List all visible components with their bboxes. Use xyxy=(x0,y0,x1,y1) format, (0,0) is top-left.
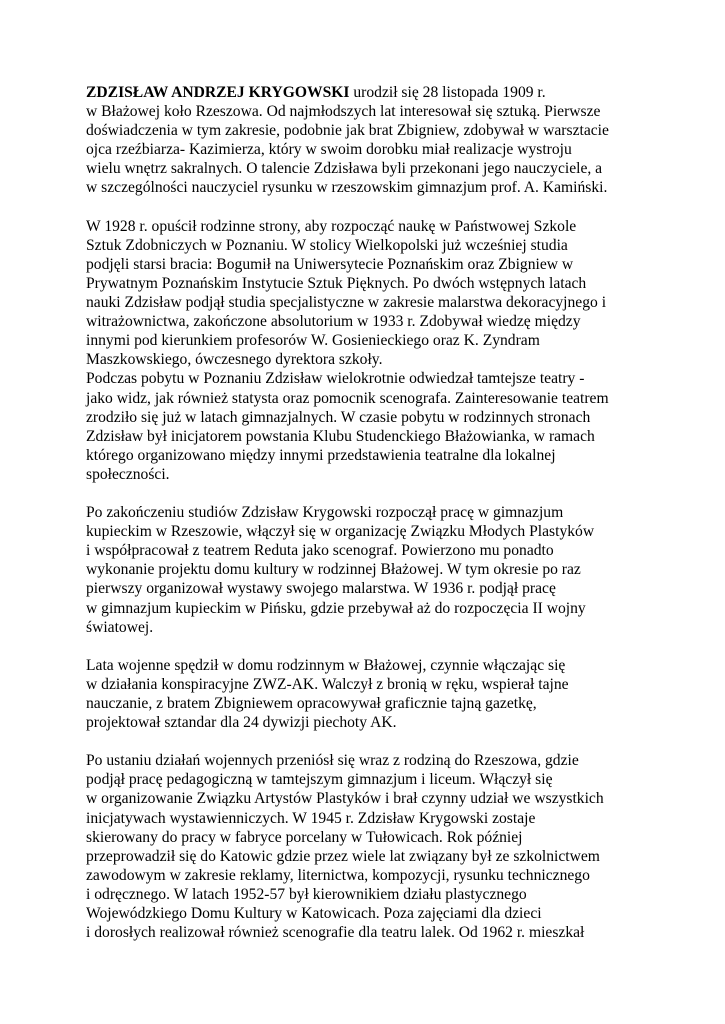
text-line xyxy=(86,751,666,770)
line-text: i odręcznego. W latach 1952-57 był kierownikiem działu plastycznego xyxy=(86,885,527,903)
text-line xyxy=(86,389,666,408)
line-text: wykonanie projektu domu kultury w rodzinnej Błażowej. W tym okresie po raz xyxy=(86,561,581,579)
text-line xyxy=(86,236,666,255)
text-line xyxy=(86,579,666,598)
text-line xyxy=(86,828,666,847)
text-line xyxy=(86,350,666,369)
text-line xyxy=(86,140,666,159)
line-text: skierowany do pracy w fabryce porcelany w Tułowicach. Rok później xyxy=(86,828,523,846)
text-line xyxy=(86,656,666,675)
line-text: projektował sztandar dla 24 dywizji piechoty AK. xyxy=(86,714,397,732)
paragraph xyxy=(86,503,666,637)
line-text: jako widz, jak również statysta oraz pomocnik scenografa. Zainteresowanie teatrem xyxy=(86,389,609,407)
text-line xyxy=(86,847,666,866)
text-line xyxy=(86,923,666,942)
line-text: inicjatywach wystawienniczych. W 1945 r. Zdzisław Krygowski zostaje xyxy=(86,809,536,827)
text-line xyxy=(86,331,666,350)
text-line xyxy=(86,809,666,828)
paragraph xyxy=(86,83,666,198)
line-text: i współpracował z teatrem Reduta jako scenograf. Powierzono mu ponadto xyxy=(86,542,554,560)
line-text: Po zakończeniu studiów Zdzisław Krygowski rozpoczął pracę w gimnazjum xyxy=(86,504,564,522)
text-line xyxy=(86,713,666,732)
text-line xyxy=(86,789,666,808)
text-line xyxy=(86,102,666,121)
text-line xyxy=(86,618,666,637)
paragraph xyxy=(86,751,666,942)
line-text: w gimnazjum kupieckim w Pińsku, gdzie przebywał aż do rozpoczęcia II wojny xyxy=(86,599,586,617)
line-text: zrodziło się już w latach gimnazjalnych. W czasie pobytu w rodzinnych stronach xyxy=(86,408,591,426)
line-text: Sztuk Zdobniczych w Poznaniu. W stolicy Wielkopolski już wcześniej studia xyxy=(86,236,568,254)
line-text: pierwszy organizował wystawy swojego malarstwa. W 1936 r. podjął pracę xyxy=(86,580,556,598)
line-text: kupieckim w Rzeszowie, włączył się w organizację Związku Młodych Plastyków xyxy=(86,523,595,541)
text-line xyxy=(86,83,666,102)
text-line xyxy=(86,121,666,140)
text-line xyxy=(86,369,666,388)
text-line xyxy=(86,675,666,694)
line-text: światowej. xyxy=(86,618,154,636)
text-line xyxy=(86,427,666,446)
text-line xyxy=(86,178,666,197)
text-line xyxy=(86,522,666,541)
line-text: w Błażowej koło Rzeszowa. Od najmłodszych lat interesował się sztuką. Pierwsze xyxy=(86,103,601,121)
line-text: i dorosłych realizował również scenografie dla teatru lalek. Od 1962 r. mieszkał xyxy=(86,924,585,942)
line-text: nauki Zdzisław podjął studia specjalistyczne w zakresie malarstwa dekoracyjnego i xyxy=(86,294,607,312)
text-line xyxy=(86,408,666,427)
line-text: podjął pracę pedagogiczną w tamtejszym gimnazjum i liceum. Włączył się xyxy=(86,771,553,789)
line-text: nauczanie, z bratem Zbigniewem opracowywał graficznie tajną gazetkę, xyxy=(86,695,537,712)
text-line xyxy=(86,599,666,618)
line-text: w działania konspiracyjne ZWZ-AK. Walczył z bronią w ręku, wspierał tajne xyxy=(86,675,569,693)
line-text: witrażownictwa, zakończone absolutorium w 1933 r. Zdobywał wiedzę między xyxy=(86,313,581,331)
text-line xyxy=(86,293,666,312)
line-text: ojca rzeźbiarza- Kazimierza, który w swoim dorobku miał realizacje wystroju xyxy=(86,141,572,159)
text-line xyxy=(86,866,666,885)
text-line xyxy=(86,312,666,331)
text-line xyxy=(86,770,666,789)
text-line xyxy=(86,465,666,484)
line-text: Po ustaniu działań wojennych przeniósł się wraz z rodziną do Rzeszowa, gdzie xyxy=(86,752,579,770)
line-text: Lata wojenne spędził w domu rodzinnym w Błażowej, czynnie włączając się xyxy=(86,656,566,674)
text-line xyxy=(86,503,666,522)
line-text: Maszkowskiego, ówczesnego dyrektora szkoły. xyxy=(86,351,383,369)
line-text: Zdzisław był inicjatorem powstania Klubu Studenckiego Błażowianka, w ramach xyxy=(86,427,595,445)
line-text: urodził się 28 listopada 1909 r. xyxy=(349,84,546,101)
document-body xyxy=(86,83,666,961)
text-line xyxy=(86,446,666,465)
line-text: w szczególności nauczyciel rysunku w rzeszowskim gimnazjum prof. A. Kamiński. xyxy=(86,179,608,197)
person-name: ZDZISŁAW ANDRZEJ KRYGOWSKI xyxy=(86,84,350,101)
text-line xyxy=(86,255,666,274)
line-text: Prywatnym Poznańskim Instytucie Sztuk Pięknych. Po dwóch wstępnych latach xyxy=(86,274,587,292)
text-line xyxy=(86,885,666,904)
line-text: przeprowadził się do Katowic gdzie przez wiele lat związany był ze szkolnictwem xyxy=(86,847,600,865)
text-line xyxy=(86,904,666,923)
text-line xyxy=(86,159,666,178)
line-text: którego organizowano między innymi przedstawienia teatralne dla lokalnej xyxy=(86,446,556,464)
text-line xyxy=(86,560,666,579)
line-text: Wojewódzkiego Domu Kultury w Katowicach. Poza zajęciami dla dzieci xyxy=(86,905,542,923)
paragraph xyxy=(86,656,666,732)
line-text: innymi pod kierunkiem profesorów W. Gosienieckiego oraz K. Zyndram xyxy=(86,332,540,350)
line-text: doświadczenia w tym zakresie, podobnie jak brat Zbigniew, zdobywał w warsztacie xyxy=(86,122,609,140)
text-line xyxy=(86,274,666,293)
paragraph xyxy=(86,369,666,484)
line-text: Podczas pobytu w Poznaniu Zdzisław wielokrotnie odwiedzał tamtejsze teatry - xyxy=(86,370,585,388)
line-text: w organizowanie Związku Artystów Plastyków i brał czynny udział we wszystkich xyxy=(86,790,604,808)
line-text: podjęli starsi bracia: Bogumił na Uniwersytecie Poznańskim oraz Zbigniew w xyxy=(86,255,574,273)
text-line xyxy=(86,541,666,560)
paragraph xyxy=(86,217,666,370)
line-text: społeczności. xyxy=(86,465,170,483)
line-text: wielu wnętrz sakralnych. O talencie Zdzisława byli przekonani jego nauczyciele, a xyxy=(86,160,603,178)
line-text: zawodowym w zakresie reklamy, liternictwa, kompozycji, rysunku technicznego xyxy=(86,866,590,884)
text-line xyxy=(86,217,666,236)
line-text: W 1928 r. opuścił rodzinne strony, aby rozpocząć naukę w Państwowej Szkole xyxy=(86,217,577,235)
text-line xyxy=(86,694,666,713)
